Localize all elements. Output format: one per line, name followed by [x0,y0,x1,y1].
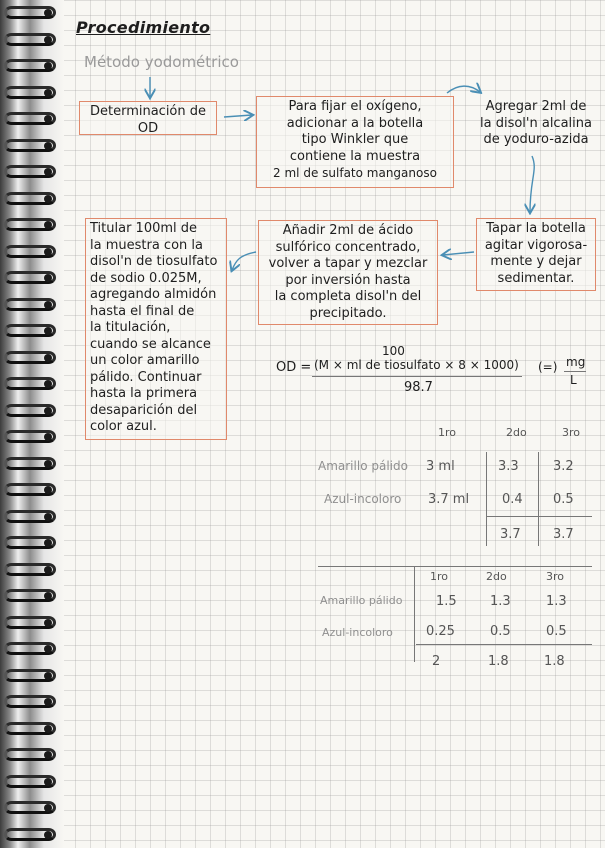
formula-unit-bar [564,371,586,372]
step-line: volver a tapar y mezclar [268,256,428,271]
table2-cell: 0.5 [490,624,511,639]
table1-cell: 3.7 [500,527,521,542]
step-line: contiene la muestra [289,148,421,164]
step-line: agitar vigorosa- [484,237,588,253]
step-line: OD [137,120,159,136]
step-line: de yoduro-azida [483,132,589,147]
step-line: la completa disol'n del [274,289,422,304]
table2-cell: 1.5 [436,594,457,609]
formula-denominator: 98.7 [404,380,433,395]
step-line: por inversión hasta [285,272,411,288]
step-line: Tapar la botella [486,221,586,236]
step-line: precipitado. [309,305,387,321]
step-line: hasta la primera [90,386,198,401]
step-anadir-acido [258,220,438,325]
step-line: Agregar 2ml de [485,99,587,114]
step-line: la disol'n alcalina [480,115,592,131]
table1-header: 1ro [438,426,457,439]
table2-header: 3ro [546,570,565,583]
step-line: adicionar a la botella [286,115,424,131]
formula-unit-den: L [570,373,577,387]
table2-row-label: Amarillo pálido [320,594,403,607]
table1-cell: 3 ml [426,459,455,474]
table2-cell: 2 [432,654,441,669]
formula-fraction-bar [312,376,522,377]
table1-cell: 3.7 [553,527,574,542]
table2-header: 1ro [430,570,449,583]
table2-cell: 1.8 [544,654,565,669]
formula-numerator: (M × ml de tiosulfato × 8 × 1000) [314,358,519,372]
page-title: Procedimiento [76,18,211,37]
table1-row-label: Azul-incoloro [324,492,402,506]
step-line: agregando almidón [90,287,217,302]
step-line: la titulación, [90,320,171,335]
table2-divider [414,566,415,662]
table1-cell: 3.7 ml [428,492,470,507]
step-agregar-yoduro-azida [476,99,596,149]
step-titular-muestra [85,218,227,440]
step-line: de sodio 0.025M, [90,270,202,286]
arrow-step1-to-step2 [224,115,252,117]
table2-cell: 1.8 [488,654,509,669]
step-line: hasta el final de [90,303,195,319]
table1-divider [486,516,592,517]
step-line: desaparición del [90,402,198,418]
table2-divider [416,644,592,645]
table2-cell: 0.25 [426,624,455,639]
table1-header: 2do [506,426,527,439]
step-line: color azul. [90,419,157,434]
step-line: la muestra con la [90,237,203,253]
step-line: un color amarillo [90,353,200,368]
table1-cell: 0.5 [553,492,574,507]
formula-unit-num: mg [566,355,586,369]
step-line: Para fijar el oxígeno, [288,99,422,114]
step-determinacion-od [79,101,217,135]
arrow-step2-to-step3 [447,86,480,93]
table2-cell: 1.3 [546,594,567,609]
table1-cell: 3.3 [498,459,519,474]
table2-row-label: Azul-incoloro [322,626,393,639]
page-subtitle: Método yodométrico [84,53,239,71]
step-line: 2 ml de sulfato manganoso [273,166,437,180]
table2-cell: 0.5 [546,624,567,639]
arrow-step4-to-step5 [443,252,474,255]
formula-unit-prefix: (=) [538,360,558,374]
step-tapar-botella [476,218,596,291]
step-line: Añadir 2ml de ácido [282,223,414,238]
table2-top-rule [318,566,592,567]
formula-left: OD = [276,360,312,375]
table1-divider [486,452,487,546]
table1-divider [538,452,539,546]
step-line: pálido. Continuar [90,369,202,385]
step-fijar-oxigeno [256,96,454,188]
table1-row-label: Amarillo pálido [318,459,408,473]
step-line: sedimentar. [497,270,575,286]
step-line: Determinación de [89,104,207,119]
step-line: tipo Winkler que [301,132,409,147]
step-line: disol'n de tiosulfato [90,254,218,269]
step-line: sulfórico concentrado, [275,239,421,255]
table2-header: 2do [486,570,507,583]
table1-cell: 3.2 [553,459,574,474]
step-line: cuando se alcance [90,336,211,352]
table1-cell: 0.4 [502,492,523,507]
arrow-step5-to-step6 [232,252,256,270]
table2-cell: 1.3 [490,594,511,609]
formula-above: 100 [382,344,405,358]
step-line: mente y dejar [490,254,582,269]
step-line: Titular 100ml de [90,221,198,236]
arrow-step3-to-step4 [530,156,534,212]
table1-header: 3ro [562,426,581,439]
